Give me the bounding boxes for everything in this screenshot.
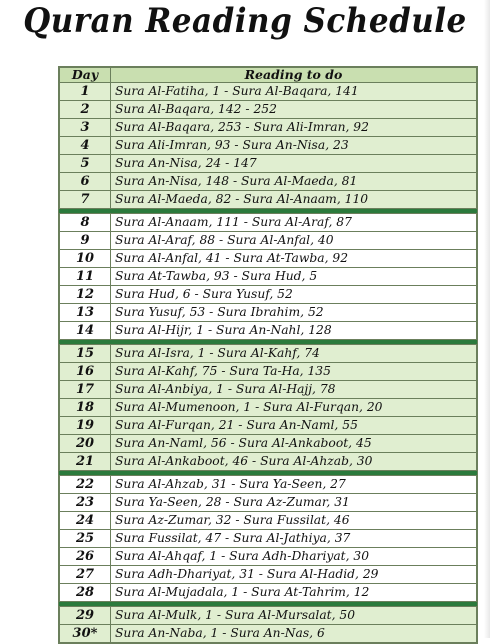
reading-cell: Sura Ya-Seen, 28 - Sura Az-Zumar, 31 xyxy=(111,494,477,512)
table-row xyxy=(60,250,477,268)
reading-cell: Sura Al-Isra, 1 - Sura Al-Kahf, 74 xyxy=(111,345,477,363)
day-cell: 4 xyxy=(60,137,111,155)
reading-cell: Sura Al-Kahf, 75 - Sura Ta-Ha, 135 xyxy=(111,363,477,381)
reading-cell: Sura Fussilat, 47 - Sura Al-Jathiya, 37 xyxy=(111,530,477,548)
day-cell: 6 xyxy=(60,173,111,191)
reading-cell: Sura Hud, 6 - Sura Yusuf, 52 xyxy=(111,286,477,304)
table-row xyxy=(60,137,477,155)
table-row xyxy=(60,232,477,250)
day-cell: 12 xyxy=(60,286,111,304)
reading-cell: Sura Al-Furqan, 21 - Sura An-Naml, 55 xyxy=(111,417,477,435)
reading-cell: Sura An-Nisa, 148 - Sura Al-Maeda, 81 xyxy=(111,173,477,191)
reading-cell: Sura Al-Mumenoon, 1 - Sura Al-Furqan, 20 xyxy=(111,399,477,417)
table-row xyxy=(60,155,477,173)
table-row xyxy=(60,322,477,340)
day-cell: 14 xyxy=(60,322,111,340)
table-row xyxy=(60,530,477,548)
reading-cell: Sura Al-Maeda, 82 - Sura Al-Anaam, 110 xyxy=(111,191,477,209)
day-cell: 7 xyxy=(60,191,111,209)
table-row xyxy=(60,101,477,119)
table-header-row xyxy=(60,68,477,83)
table-row xyxy=(60,83,477,101)
day-cell: 10 xyxy=(60,250,111,268)
table-row xyxy=(60,286,477,304)
table-row xyxy=(60,453,477,471)
day-cell: 1 xyxy=(60,83,111,101)
reading-cell: Sura An-Nisa, 24 - 147 xyxy=(111,155,477,173)
reading-cell: Sura Adh-Dhariyat, 31 - Sura Al-Hadid, 29 xyxy=(111,566,477,584)
schedule-body xyxy=(60,83,477,643)
reading-cell: Sura Al-Ahqaf, 1 - Sura Adh-Dhariyat, 30 xyxy=(111,548,477,566)
day-cell: 8 xyxy=(60,214,111,232)
table-row xyxy=(60,607,477,625)
table-row xyxy=(60,214,477,232)
page-edge-shadow xyxy=(484,0,490,638)
day-cell: 3 xyxy=(60,119,111,137)
day-cell: 18 xyxy=(60,399,111,417)
reading-cell: Sura Al-Hijr, 1 - Sura An-Nahl, 128 xyxy=(111,322,477,340)
reading-cell: Sura Al-Mujadala, 1 - Sura At-Tahrim, 12 xyxy=(111,584,477,602)
page-title: Quran Reading Schedule xyxy=(23,1,467,41)
table-row xyxy=(60,548,477,566)
reading-cell: Sura Al-Fatiha, 1 - Sura Al-Baqara, 141 xyxy=(111,83,477,101)
reading-column-header: Reading to do xyxy=(111,68,477,83)
day-cell: 22 xyxy=(60,476,111,494)
day-cell: 27 xyxy=(60,566,111,584)
table-row xyxy=(60,625,477,643)
reading-cell: Sura Al-Anaam, 111 - Sura Al-Araf, 87 xyxy=(111,214,477,232)
day-cell: 21 xyxy=(60,453,111,471)
table-row xyxy=(60,268,477,286)
table-row xyxy=(60,173,477,191)
reading-cell: Sura Ali-Imran, 93 - Sura An-Nisa, 23 xyxy=(111,137,477,155)
table-row xyxy=(60,512,477,530)
day-cell: 28 xyxy=(60,584,111,602)
reading-cell: Sura Al-Baqara, 253 - Sura Ali-Imran, 92 xyxy=(111,119,477,137)
reading-cell: Sura Al-Anfal, 41 - Sura At-Tawba, 92 xyxy=(111,250,477,268)
day-cell: 25 xyxy=(60,530,111,548)
day-cell: 17 xyxy=(60,381,111,399)
reading-cell: Sura Al-Araf, 88 - Sura Al-Anfal, 40 xyxy=(111,232,477,250)
day-cell: 15 xyxy=(60,345,111,363)
day-cell: 2 xyxy=(60,101,111,119)
table-row xyxy=(60,435,477,453)
reading-cell: Sura An-Naba, 1 - Sura An-Nas, 6 xyxy=(111,625,477,643)
table-row xyxy=(60,119,477,137)
day-cell: 24 xyxy=(60,512,111,530)
day-cell: 19 xyxy=(60,417,111,435)
day-cell: 20 xyxy=(60,435,111,453)
day-cell: 23 xyxy=(60,494,111,512)
schedule-table xyxy=(59,67,477,643)
reading-cell: Sura Al-Ankaboot, 46 - Sura Al-Ahzab, 30 xyxy=(111,453,477,471)
day-cell: 9 xyxy=(60,232,111,250)
table-row xyxy=(60,345,477,363)
reading-cell: Sura Al-Mulk, 1 - Sura Al-Mursalat, 50 xyxy=(111,607,477,625)
schedule-table-container xyxy=(58,66,478,644)
table-row xyxy=(60,566,477,584)
reading-cell: Sura Al-Ahzab, 31 - Sura Ya-Seen, 27 xyxy=(111,476,477,494)
day-column-header: Day xyxy=(60,68,111,83)
reading-cell: Sura Yusuf, 53 - Sura Ibrahim, 52 xyxy=(111,304,477,322)
reading-cell: Sura Al-Baqara, 142 - 252 xyxy=(111,101,477,119)
table-row xyxy=(60,381,477,399)
day-cell: 16 xyxy=(60,363,111,381)
day-cell: 29 xyxy=(60,607,111,625)
table-row xyxy=(60,584,477,602)
day-cell: 11 xyxy=(60,268,111,286)
day-cell: 13 xyxy=(60,304,111,322)
reading-cell: Sura Al-Anbiya, 1 - Sura Al-Hajj, 78 xyxy=(111,381,477,399)
table-row xyxy=(60,494,477,512)
reading-cell: Sura An-Naml, 56 - Sura Al-Ankaboot, 45 xyxy=(111,435,477,453)
day-cell: 30* xyxy=(60,625,111,643)
table-row xyxy=(60,417,477,435)
day-cell: 5 xyxy=(60,155,111,173)
reading-cell: Sura At-Tawba, 93 - Sura Hud, 5 xyxy=(111,268,477,286)
reading-cell: Sura Az-Zumar, 32 - Sura Fussilat, 46 xyxy=(111,512,477,530)
table-row xyxy=(60,304,477,322)
table-row xyxy=(60,191,477,209)
table-row xyxy=(60,363,477,381)
day-cell: 26 xyxy=(60,548,111,566)
table-row xyxy=(60,476,477,494)
table-row xyxy=(60,399,477,417)
